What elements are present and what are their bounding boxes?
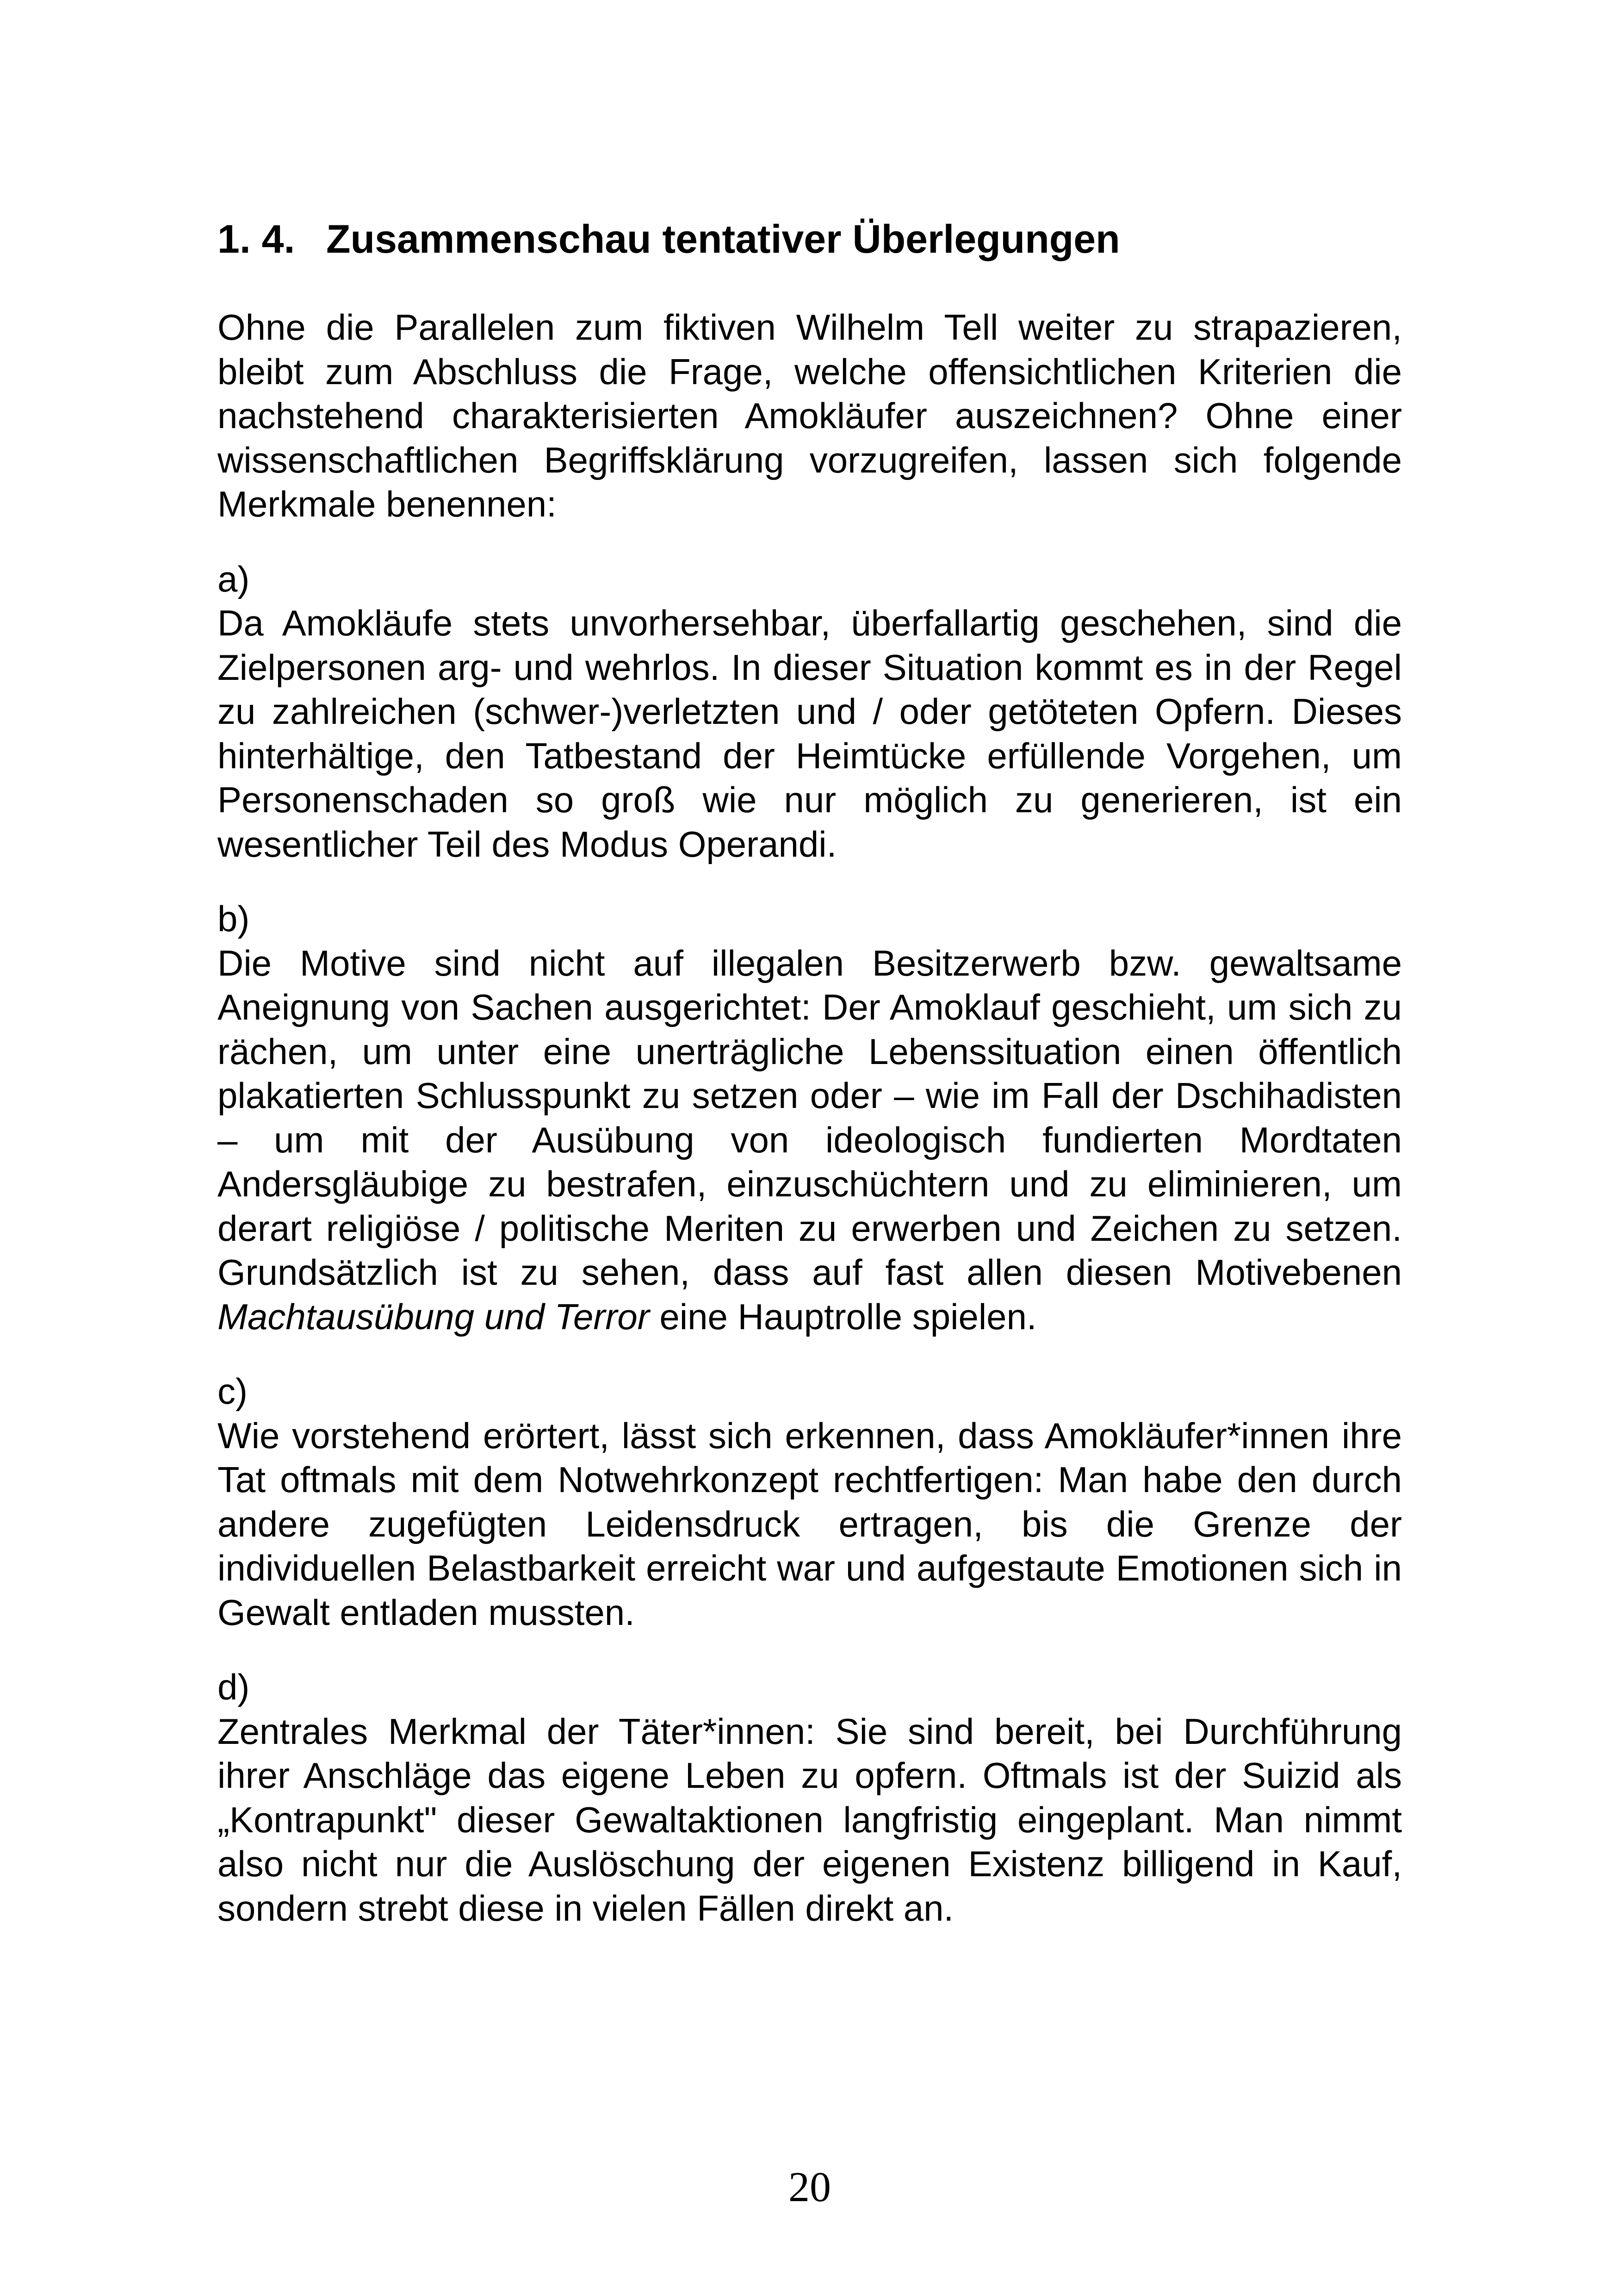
criterion-text-part: eine Hauptrolle spielen.: [659, 1296, 1037, 1337]
criterion-label: a): [217, 558, 250, 599]
criterion-text: Zentrales Merkmal der Täter*innen: Sie sind bereit, bei Durchführung ihrer Anschläge das eigene Leben zu opfern. Oftmals ist der Suizid als „Kontrapunkt" dieser Gewaltaktionen langfristig eingeplant. Man nimmt also nicht nur die Auslöschung der eigenen Existenz billigend in Kauf, sondern strebt diese in vielen Fällen direkt an.: [217, 1711, 1402, 1929]
criterion-label: d): [217, 1667, 250, 1707]
criterion-c: [217, 1369, 1402, 1635]
criterion-d: [217, 1665, 1402, 1930]
criterion-b: [217, 897, 1402, 1339]
section-title: Zusammenschau tentativer Überlegungen: [326, 217, 1120, 261]
page-number: 20: [788, 2163, 831, 2210]
section-heading: [217, 214, 1402, 265]
criterion-text: Wie vorstehend erörtert, lässt sich erkennen, dass Amokläufer*innen ihre Tat oftmals mit dem Notwehrkonzept rechtfertigen: Man habe den durch andere zugefügten Leidensdruck ertragen, bis die Grenze der individuellen Belastbarkeit erreicht war und aufgestaute Emotionen sich in Gewalt entladen mussten.: [217, 1415, 1402, 1633]
criterion-label: b): [217, 898, 250, 939]
criterion-a: [217, 557, 1402, 867]
emphasized-phrase: Machtausübung und Terror: [217, 1296, 650, 1337]
book-page: [217, 0, 1402, 2296]
criterion-text-part: Die Motive sind nicht auf illegalen Besitzerwerb bzw. gewaltsame Aneignung von Sachen ausgerichtet: Der Amoklauf geschieht, um sich zu rächen, um unter eine unerträgliche Lebenssituation einen öffentlich plakatierten Schlusspunkt zu setzen oder – wie im Fall der Dschihadisten – um mit der Ausübung von ideologisch fundierten Mordtaten Andersgläubige zu bestrafen, einzuschüchtern und zu eliminieren, um derart religiöse / politische Meriten zu erwerben und Zeichen zu setzen. Grundsätzlich ist zu sehen, dass auf fast allen diesen Motivebenen: [217, 942, 1402, 1293]
intro-paragraph: Ohne die Parallelen zum fiktiven Wilhelm Tell weiter zu strapazieren, bleibt zum Abschluss die Frage, welche offensichtlichen Kriterien die nachstehend charakterisierten Amokläufer auszeichnen? Ohne einer wissenschaftlichen Begriffsklärung vorzugreifen, lassen sich folgende Merkmale benennen:: [217, 307, 1402, 524]
criterion-label: c): [217, 1371, 248, 1412]
section-number: 1. 4.: [217, 217, 295, 261]
body-text: [217, 305, 1402, 1961]
criterion-text: Da Amokläufe stets unvorhersehbar, überfallartig geschehen, sind die Zielpersonen arg- und wehrlos. In dieser Situation kommt es in der Regel zu zahlreichen (schwer-)verletzten und / oder getöteten Opfern. Dieses hinterhältige, den Tatbestand der Heimtücke erfüllende Vorgehen, um Personenschaden so groß wie nur möglich zu generieren, ist ein wesentlicher Teil des Modus Operandi.: [217, 603, 1402, 865]
criterion-text: [217, 941, 1402, 1339]
